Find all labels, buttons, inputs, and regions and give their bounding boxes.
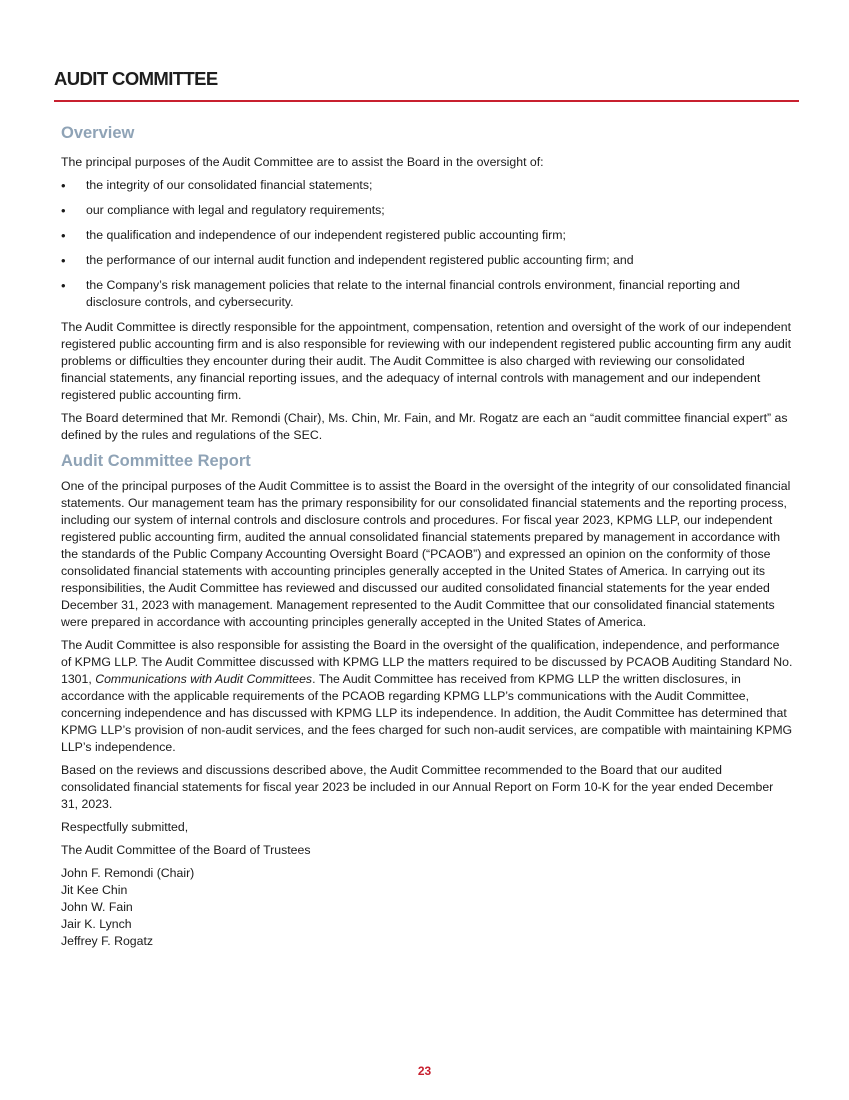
- report-paragraph: Based on the reviews and discussions described above, the Audit Committee recommended to the Board that our audited consolidated financial statements for fiscal year 2023 be included in our Annual Report on Form 10-K for the year ended December 31, 2023.: [61, 763, 774, 811]
- overview-paragraph: The Audit Committee is directly responsible for the appointment, compensation, retention and oversight of the work of our independent registered public accounting firm and is also responsible for reviewing with our independent registered public accounting firm any audit problems or difficulties they encounter during their audit. The Audit Committee is also charged with reviewing our consolidated financial statements, any financial reporting issues, and the adequacy of internal controls with management and our independent registered public accounting firm.: [61, 320, 792, 402]
- signatory-list: [61, 865, 793, 950]
- overview-heading: Overview: [61, 124, 135, 142]
- signatory: John F. Remondi (Chair): [61, 866, 195, 880]
- signatory: John W. Fain: [61, 900, 133, 914]
- standard-title: Communications with Audit Committees: [95, 672, 313, 686]
- list-item: • the integrity of our consolidated financial statements;: [61, 177, 793, 194]
- overview-intro: The principal purposes of the Audit Committee are to assist the Board in the oversight of:: [61, 155, 544, 169]
- list-item: • the Company’s risk management policies that relate to the internal financial controls environment, financial reporting and disclosure controls, and cybersecurity.: [61, 277, 793, 311]
- report-paragraph: [61, 637, 793, 756]
- title-divider: [54, 100, 799, 102]
- signatory: Jeffrey F. Rogatz: [61, 934, 154, 948]
- signatory: Jit Kee Chin: [61, 883, 128, 897]
- page-number: 23: [417, 1064, 432, 1078]
- list-item: • the qualification and independence of our independent registered public accounting firm;: [61, 227, 793, 244]
- signatory: Jair K. Lynch: [61, 917, 132, 931]
- report-text: . The Audit Committee has received from KPMG LLP the written disclosures, in accordance with the applicable requirements of the PCAOB regarding KPMG LLP’s communications with the Audit Committee, concerning independence and has discussed with KPMG LLP its independence. In addition, the Audit Committee has determined that KPMG LLP’s provision of non-audit services, and the fees charged for such non-audit services, are compatible with maintaining KPMG LLP’s independence.: [61, 672, 793, 754]
- report-text: The Audit Committee is also responsible for assisting the Board in the oversight of the qualification, independence, and performance of KPMG LLP. The Audit Committee discussed with KPMG LLP the matters required to be discussed by PCAOB Auditing Standard No. 1301,: [61, 638, 793, 686]
- page-content: [61, 122, 793, 950]
- overview-paragraph: The Board determined that Mr. Remondi (Chair), Ms. Chin, Mr. Fain, and Mr. Rogatz are each an “audit committee financial expert” as defined by the rules and regulations of the SEC.: [61, 411, 788, 442]
- purpose-list: [61, 177, 793, 311]
- list-item: • our compliance with legal and regulatory requirements;: [61, 202, 793, 219]
- signature-title: The Audit Committee of the Board of Trustees: [61, 843, 311, 857]
- closing-line: Respectfully submitted,: [61, 820, 189, 834]
- report-heading: Audit Committee Report: [61, 452, 251, 470]
- page-title: AUDIT COMMITTEE: [54, 68, 218, 89]
- list-item: • the performance of our internal audit function and independent registered public accounting firm; and: [61, 252, 793, 269]
- report-paragraph: One of the principal purposes of the Audit Committee is to assist the Board in the oversight of the integrity of our consolidated financial statements. Our management team has the primary responsibility for our consolidated financial statements and the reporting process, including our system of internal controls and disclosure controls and procedures. For fiscal year 2023, KPMG LLP, our independent registered public accounting firm, audited the annual consolidated financial statements prepared by management in accordance with the standards of the Public Company Accounting Oversight Board (“PCAOB”) and expressed an opinion on the conformity of those consolidated financial statements with accounting principles generally accepted in the United States of America. In carrying out its responsibilities, the Audit Committee has reviewed and discussed our audited consolidated financial statements for the year ended December 31, 2023 with management. Management represented to the Audit Committee that our consolidated financial statements were prepared in accordance with accounting principles generally accepted in the United States of America.: [61, 479, 791, 629]
